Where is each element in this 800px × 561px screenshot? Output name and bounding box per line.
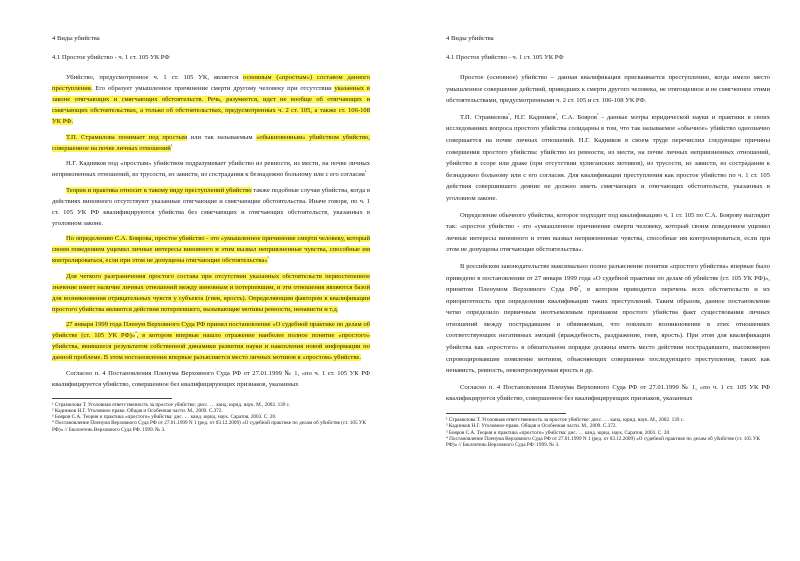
section-heading: 4.1 Простое убийство - ч. 1 ст. 105 УК РФ [446, 54, 564, 61]
page-right [400, 0, 800, 561]
footnote-ref: ¹. [170, 142, 174, 148]
highlighted-text: , в котором впервые нашло отражение наиболее полное понятие «простого» убийства, явившееся результатом собственной динамики развития науки и накопления новой информации по данной проблеме. В этом постановлении впервые разъясняется место личных мотивов в «простом» убийстве. [52, 332, 370, 361]
footnote-divider [52, 398, 172, 399]
paragraph [52, 158, 370, 180]
text-run: Согласно п. 4 Постановления Пленума Верховного Суда РФ от 27.01.1999 № 1, «по ч. 1 ст. 105 УК РФ квалифицируется убийство, совершенное без квалифицирующих признаков, указанных [52, 369, 370, 388]
chapter-heading: 4 Виды убийства [446, 35, 494, 42]
highlighted-text: Теория и практика относит к такому виду преступлений убийство [66, 186, 252, 194]
footnote-ref: ⁴ [135, 329, 137, 335]
highlighted-text: указанных в законе отягчающих и смягчающих обстоятельств. Речь, разумеется, идет не вообще об отягчающих и смягчающих обстоятельствах, а только об обстоятельствах, предусмотренных ч. 2 ст. 105, а также ст. 106-108 УК РФ. [52, 85, 370, 125]
highlighted-text: Т.П. Страмилова понимает под простым [66, 133, 188, 141]
footnote-ref: ³. [267, 254, 270, 260]
text-run: В российском законодательстве максимально полно разъяснение понятия «простого убийства» впервые было приведено в постановлении от 27 января 1999 года «О судебной практике по делам об убийстве (ст. 105 УК РФ)», принятом Пленумом Верховного Суда РФ [446, 262, 770, 294]
text-run: , С.А. Бояров [556, 113, 598, 121]
text-run: Н.Г. Кадников под «простым» убийством подразумевает убийство из ревности, из мести, на почве личных неприязненных отношений, из трусости, из зависти, из сострадания к безнадежно больному или с его согласия [52, 160, 370, 178]
footnote: ⁴ Постановление Пленума Верховного Суда РФ от 27.01.1999 N 1 (ред. от 03.12.2009) «О судебной практике по делам об убийстве (ст. 105 УК РФ)» // Бюллетень Верховного Суда РФ. 1999. № 3. [446, 435, 761, 449]
footnote: ⁴ Постановление Пленума Верховного Суда РФ от 27.01.1999 N 1 (ред. от 03.12.2009) «О судебной практике по делам об убийстве (ст. 105 УК РФ)» // Бюллетень Верховного Суда РФ. 1999. № 3. [52, 420, 367, 433]
paragraph [52, 132, 370, 154]
paragraph [52, 185, 370, 229]
footnote-ref: ². [364, 168, 368, 174]
text-run: Определение обычного убийства, которое подходит под квалификацию ч. 1 ст. 105 по С.А. Боярову выглядит так: «простое убийство - это «умышленное причинение смерти человеку, который своим поведением ущемил личные интересы виновного и этим вызвал неприязненные чувства, способные им контролироваться, если при этом не допущены отягчающие обстоятельства». [446, 211, 770, 254]
footnote-ref: ⁴ [578, 283, 580, 289]
body-text [52, 72, 370, 390]
text-run: Согласно п. 4 Постановления Пленума Верховного Суда РФ от 27.01.1999 № 1, «по ч. 1 ст. 105 УК РФ квалифицируется убийство, совершенное без квалифицирующих признаков, указанных [446, 383, 770, 403]
footnotes [52, 402, 370, 433]
paragraph [52, 233, 370, 266]
footnote-ref: ³ [597, 111, 599, 117]
footnote: ³ Бояров С.А. Теория и практика «простого» убийства: дис. … канд. юрид. наук. Саратов, 2003. С. 20. [446, 429, 671, 436]
footnote: ¹ Страмилова Т. Уголовная ответственность за простое убийство: дисс. … канд. юрид. наук. М., 2002. 139 с. [52, 401, 291, 408]
footnote-divider [446, 413, 566, 414]
section-heading: 4.1 Простое убийство - ч. 1 ст. 105 УК РФ [52, 54, 170, 61]
footnote-ref: ² [555, 111, 557, 117]
highlighted-text: Для четкого разграничения простого состава при отсутствии указанных обстоятельств первостепенное значение имеет наличие личных отношений между виновным и потерпевшим, и эти отношения являются базой для возникновения отрицательных чувств у субъекта (гнев, ярость). Определяющим фактором в квалификации простого убийства являются действия потерпевшего, вызывающие мотивы ревности, ненависти и т.д. [52, 272, 370, 313]
text-run: Убийство, предусмотренное ч. 1 ст. 105 УК, является [66, 74, 244, 81]
text-run: Т.П. Страмилова [460, 113, 509, 121]
paragraph [52, 271, 370, 315]
body-text [446, 72, 770, 405]
highlighted-text: основным («простым») составом данного преступления. [52, 74, 370, 92]
chapter-heading: 4 Виды убийства [52, 35, 100, 42]
paragraph [52, 368, 370, 390]
footnote: ³ Бояров С.А. Теория и практика «простого» убийства: дис. … канд. юрид. наук. Саратов, 2003. С. 20. [52, 414, 277, 421]
footnotes [446, 417, 770, 448]
text-run: Простое (основное) убийство – данная квалификация присваивается преступлению, когда имело место умышленное совершение действий, приведших к смерти другого человека, не отягощенное и не смягченное этими обстоятельствами, предусмотренными ч. 2 ст. 105 и ст. 106-108 УК РФ. [446, 74, 770, 105]
footnote: ² Кадников Н.Г. Уголовное право. Общая и Особенная части. М., 2009. С.372. [446, 423, 617, 430]
paragraph [446, 72, 770, 107]
paragraph [446, 261, 770, 377]
text-run: Его образует умышленное причинение смерти другому человеку при отсутствии [92, 85, 335, 92]
text-run: , Н.Г. Кадников [509, 113, 556, 121]
highlighted-text: По определению С.А. Боярова, простое убийство - это «умышленное причинение смерти человеку, который своим поведением ущемил личные интересы виновного и этим вызвал неприязненные чувства, способные им контролироваться, если при этом не допущены отягчающие обстоятельства» [52, 235, 370, 264]
highlighted-text: «обыкновенным» убийством убийство, совершенное на почве личных отношений [52, 133, 370, 152]
paragraph [52, 319, 370, 363]
paragraph [446, 382, 770, 405]
paragraph [446, 210, 770, 256]
footnote: ² Кадников Н.Г. Уголовное право. Общая и Особенная части. М., 2009. С.372. [52, 407, 223, 414]
text-run: - данные мэтры юридической науки и практики в своих исследованиях вопроса простого убийства солидарны в том, что так называемое «обычное» убийство однозначно совершается на почве личных отношений. Н.Г. Кадников в своем труде перечислил следующие причины совершения простого убийства: убийство из ревности, из мести, на почве личных неприязненных отношений, убийство в ссоре или драке (при отсутствии хулиганских мотивов), из трусости, из зависти, из сострадания к безнадежно больному или с его согласия. Для квалификации преступления как простое убийство по ч. 1 ст. 105 действия совершившего деяние не должно иметь смягчающих и отягчающих обстоятельств, указанных в уголовном законе. [446, 113, 770, 202]
highlighted-text: 27 января 1999 года Пленум Верховного Суда РФ принял постановление «О судебной практике по делам об убийстве (ст. 105 УК РФ)» [52, 321, 370, 339]
text-run: или так называемым [187, 133, 257, 141]
paragraph [446, 112, 770, 205]
text-run: также подобные случаи убийства, когда в действиях виновного отсутствуют указанные отягчающие и смягчающие обстоятельства. Иначе говоря, по ч. 1 ст. 105 УК РФ квалифицируются убийства без смягчающих и отягчающих обстоятельств, указанных в уголовном законе. [52, 186, 370, 227]
text-run: , в котором приводится перечень всех обстоятельств и их приоритетность при определении квалификации таких преступлений. Таким образом, данное постановление четко определило первичным неотъемлемым признаком простого убийства факт существования личных отношений между пострадавшим и обвиняемым, что повлекло возникновение в этих отношениях соответствующих негативных эмоций (враждебность, раздражение, гнев, ярость). При этом для квалификации убийства как «простого» в обязательном порядке должны иметь место действия пострадавшего, высокомерно спровоцировавшие появление мотивов, объясняющих совершение последующего преступления, таких как ненависть, ревность, неконтролируемая ярость и др. [446, 286, 770, 375]
footnote-ref: ¹ [508, 111, 510, 117]
footnote: ¹ Страмилова Т. Уголовная ответственность за простое убийство: дисс. … канд. юрид. наук. М., 2002. 139 с. [446, 417, 685, 424]
paragraph [52, 72, 370, 127]
